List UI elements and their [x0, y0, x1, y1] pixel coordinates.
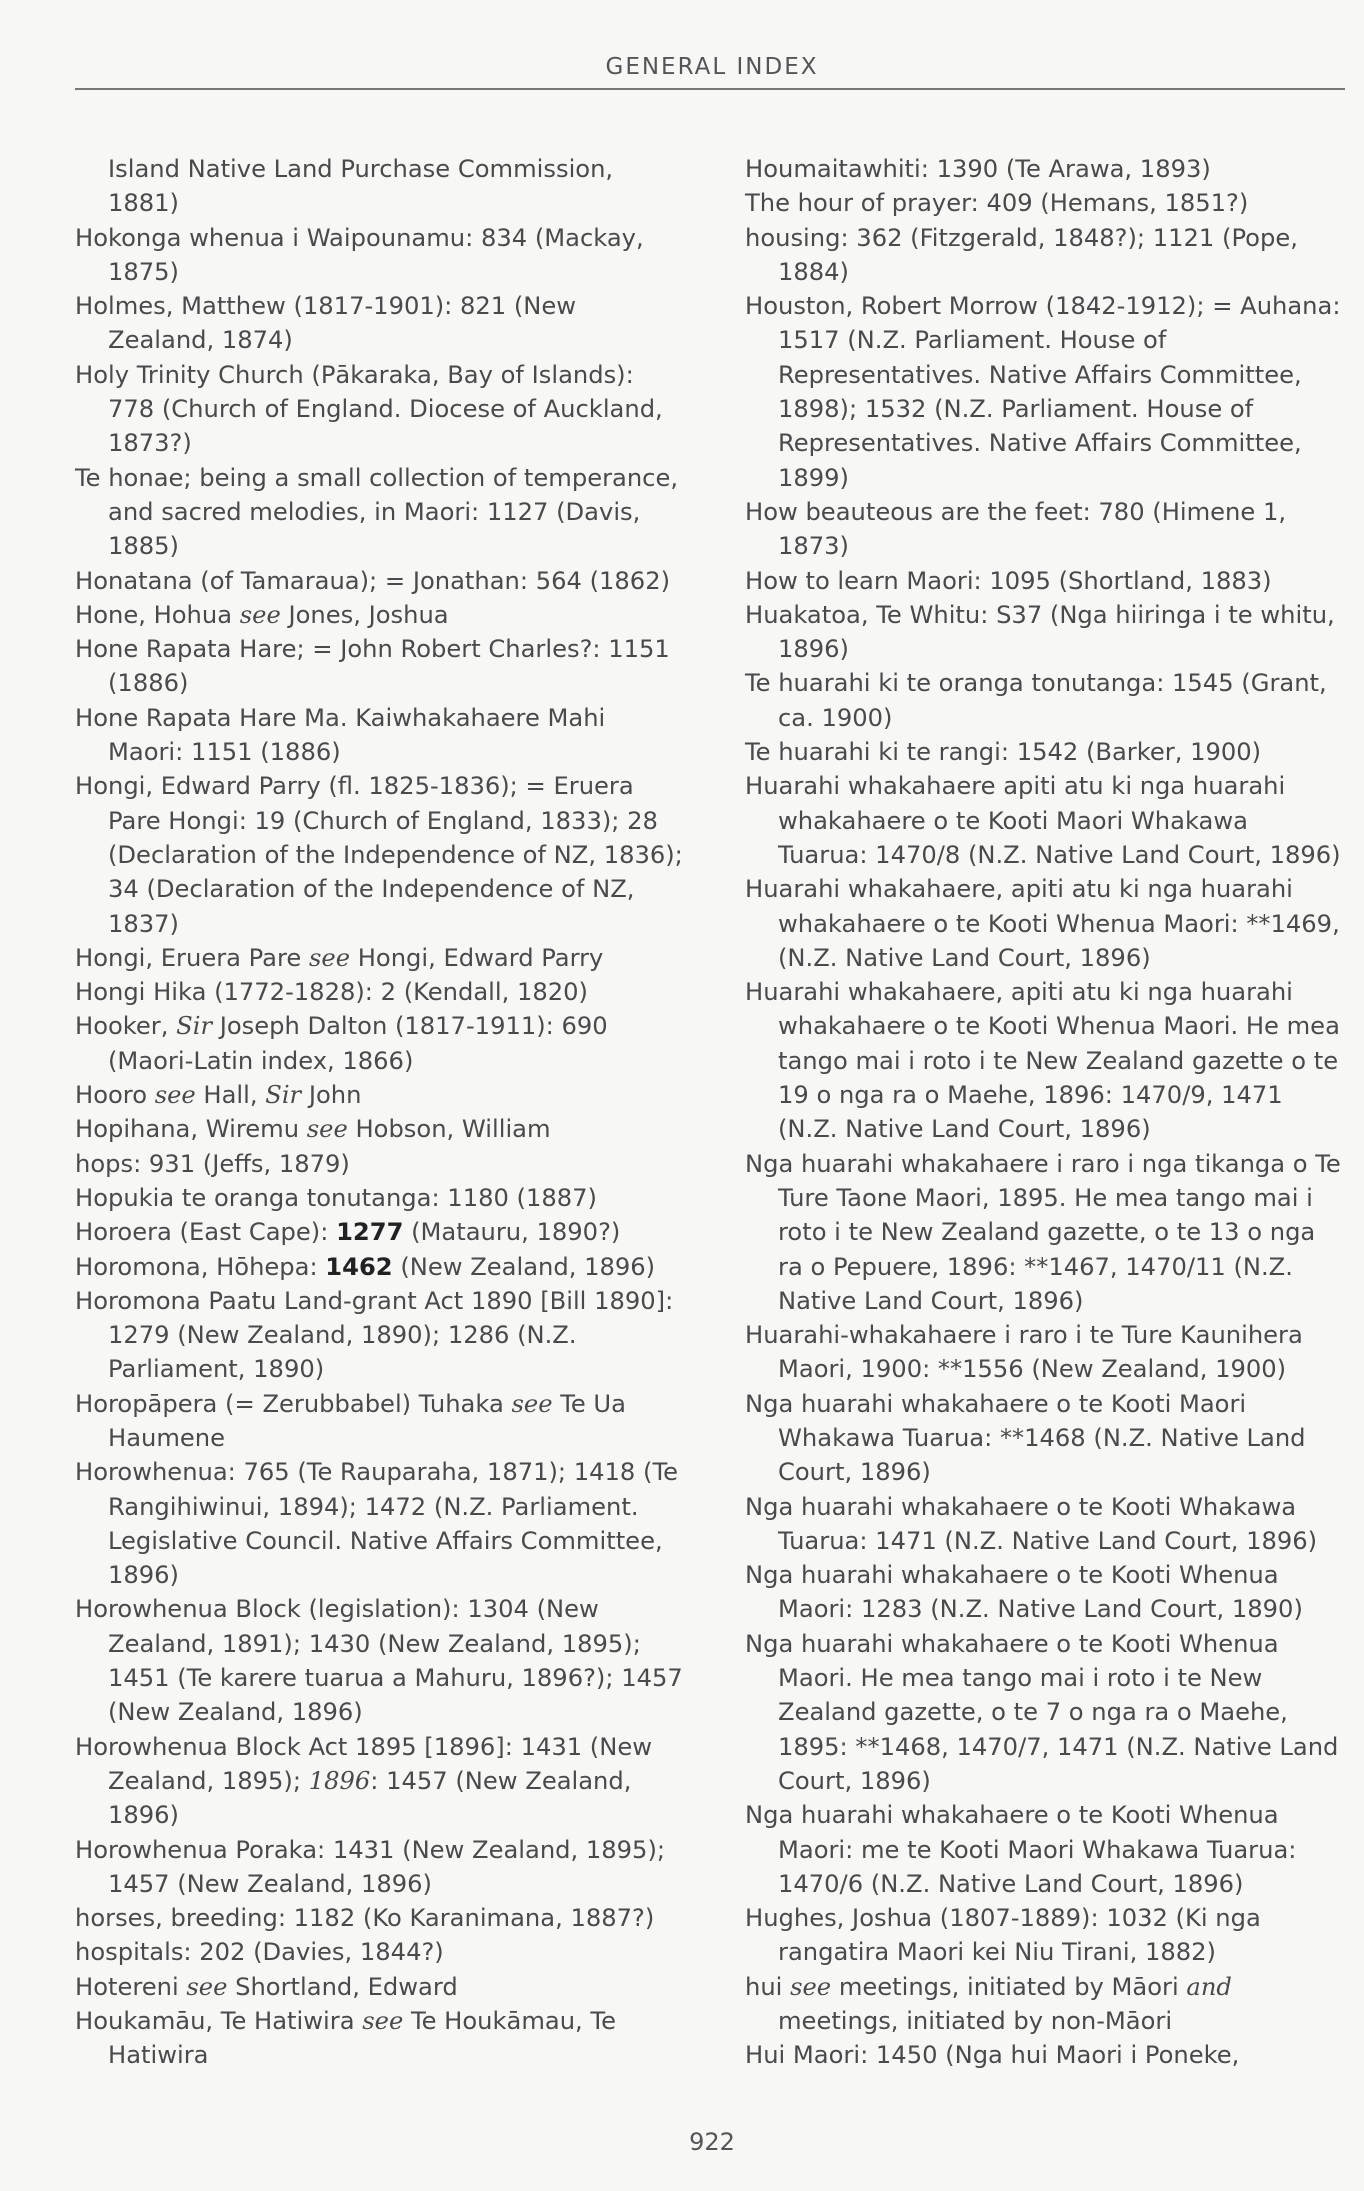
index-entry — [75, 1009, 685, 1078]
entry-text: Hooker, — [75, 1012, 177, 1041]
index-entry — [75, 701, 685, 770]
entry-text: Huarahi whakahaere, apiti atu ki nga huarahi whakahaere o te Kooti Whenua Maori: **1469, (N.Z. Native Land Court, 1896) — [745, 875, 1340, 972]
italic-term: Sir — [265, 1081, 302, 1110]
entry-text: housing: 362 (Fitzgerald, 1848?); 1121 (Pope, 1884) — [745, 223, 1298, 286]
entry-text: hospitals: 202 (Davies, 1844?) — [75, 1938, 444, 1967]
index-entry — [745, 872, 1345, 975]
index-entry — [745, 1798, 1345, 1901]
index-entry — [75, 598, 685, 632]
index-entry — [75, 1935, 685, 1969]
entry-text: Horomona Paatu Land-grant Act 1890 [Bill 1890]: 1279 (New Zealand, 1890); 1286 (N.Z. Parliament, 1890) — [75, 1286, 674, 1384]
entry-text: Houmaitawhiti: 1390 (Te Arawa, 1893) — [745, 155, 1211, 183]
entry-text: hops: 931 (Jeffs, 1879) — [75, 1149, 350, 1178]
entry-text: Hone Rapata Hare; = John Robert Charles?: 1151 (1886) — [75, 635, 670, 698]
index-entry — [745, 2038, 1345, 2072]
index-entry — [75, 358, 685, 461]
entry-text: Nga huarahi whakahaere i raro i nga tikanga o Te Ture Taone Maori, 1895. He mea tango mai i roto i te New Zealand gazette, o te 13 o nga ra o Pepuere, 1896: **1467, 1470/11 (N.Z. Native Land Court, 1896) — [745, 1149, 1341, 1315]
entry-text: Hotereni — [75, 1972, 187, 2001]
italic-term: 1896 — [308, 1766, 371, 1795]
entry-text: How beauteous are the feet: 780 (Himene 1, 1873) — [745, 497, 1287, 561]
entry-text: John — [301, 1081, 362, 1110]
index-entry — [75, 1730, 685, 1833]
entry-text: Horomona, Hōhepa: — [75, 1252, 326, 1281]
entry-text: Horowhenua: 765 (Te Rauparaha, 1871); 1418 (Te Rangihiwinui, 1894); 1472 (N.Z. Parliament. Legislative Council. Native Affairs Committee, 1896) — [75, 1458, 678, 1590]
entry-text: Horowhenua Poraka: 1431 (New Zealand, 1895); 1457 (New Zealand, 1896) — [75, 1835, 666, 1898]
entry-text: The hour of prayer: 409 (Hemans, 1851?) — [745, 189, 1249, 218]
index-column-left — [75, 152, 685, 2073]
entry-text: Hall, — [195, 1081, 266, 1110]
index-entry — [745, 1318, 1345, 1387]
entry-text: Nga huarahi whakahaere o te Kooti Maori Whakawa Tuarua: **1468 (N.Z. Native Land Court, 1896) — [745, 1389, 1306, 1487]
entry-text: Hughes, Joshua (1807-1889): 1032 (Ki nga rangatira Maori kei Niu Tirani, 1882) — [745, 1904, 1261, 1967]
index-entry — [75, 2004, 685, 2073]
running-head: GENERAL INDEX — [605, 54, 819, 80]
index-entry — [75, 1901, 685, 1935]
entry-text: Nga huarahi whakahaere o te Kooti Whenua Maori: me te Kooti Maori Whakawa Tuarua: 1470/6 (N.Z. Native Land Court, 1896) — [745, 1801, 1297, 1898]
entry-text: (Matauru, 1890?) — [403, 1218, 621, 1247]
italic-term: see — [362, 2007, 404, 2036]
index-entry — [745, 666, 1345, 735]
entry-text: Hongi, Edward Parry — [350, 943, 604, 972]
entry-text: Holy Trinity Church (Pākaraka, Bay of Islands): 778 (Church of England. Diocese of Auckland, 1873?) — [75, 360, 663, 458]
index-entry — [75, 975, 685, 1009]
entry-text: Huarahi-whakahaere i raro i te Ture Kaunihera Maori, 1900: **1556 (New Zealand, 1900) — [745, 1321, 1303, 1384]
entry-text: Hongi, Eruera Pare — [75, 943, 309, 972]
index-entry — [75, 1387, 685, 1456]
index-entry — [745, 1627, 1345, 1798]
index-entry — [75, 941, 685, 975]
entry-text: Te Houkāmau, Te Hatiwira — [108, 2007, 616, 2070]
index-entry — [745, 1490, 1345, 1559]
entry-text: Hone, Hohua — [75, 600, 240, 629]
index-entry — [745, 152, 1345, 186]
italic-term: and — [1186, 1972, 1232, 2001]
index-entry — [75, 1284, 685, 1387]
index-entry — [745, 975, 1345, 1146]
index-entry — [75, 564, 685, 598]
entry-text: Te huarahi ki te rangi: 1542 (Barker, 1900) — [745, 738, 1262, 767]
index-entry — [745, 221, 1345, 290]
entry-text: Hopihana, Wiremu — [75, 1115, 307, 1144]
index-entry — [75, 769, 685, 940]
bold-page-ref: 1462 — [325, 1252, 393, 1281]
entry-text: Holmes, Matthew (1817-1901): 821 (New Zealand, 1874) — [75, 292, 577, 355]
page-number: 922 — [689, 2128, 735, 2156]
index-entry — [745, 1901, 1345, 1970]
entry-text: How to learn Maori: 1095 (Shortland, 1883) — [745, 566, 1272, 595]
index-entry — [75, 1215, 685, 1249]
entry-text: Horowhenua Block Act 1895 [1896]: 1431 (New Zealand, 1895); — [75, 1732, 653, 1795]
italic-term: see — [186, 1972, 228, 2001]
index-entry — [745, 1558, 1345, 1627]
index-entry — [75, 1455, 685, 1592]
index-entry — [75, 1970, 685, 2004]
index-entry — [75, 1112, 685, 1146]
entry-text: Hopukia te oranga tonutanga: 1180 (1887) — [75, 1183, 597, 1212]
index-entry — [75, 1078, 685, 1112]
index-entry — [75, 1833, 685, 1902]
italic-term: see — [790, 1972, 832, 2001]
entry-text: Hui Maori: 1450 (Nga hui Maori i Poneke, — [745, 2041, 1240, 2070]
italic-term: see — [511, 1389, 553, 1418]
index-entry — [745, 1970, 1345, 2039]
entry-text: Hongi Hika (1772-1828): 2 (Kendall, 1820) — [75, 978, 588, 1007]
entry-text: Hooro — [75, 1081, 155, 1110]
entry-text: Huarahi whakahaere, apiti atu ki nga huarahi whakahaere o te Kooti Whenua Maori. He mea tango mai i roto i te New Zealand gazette o te 19 o nga ra o Maehe, 1896: 1470/9, 1471 (N.Z. Native Land Court, 1896) — [745, 978, 1340, 1144]
italic-term: see — [308, 943, 351, 972]
entry-text: Horopāpera (= Zerubbabel) Tuhaka — [75, 1389, 512, 1418]
entry-text: Te Ua Haumene — [108, 1389, 626, 1452]
entry-text: Shortland, Edward — [227, 1972, 458, 2001]
entry-text: Te honae; being a small collection of temperance, and sacred melodies, in Maori: 1127 (Davis, 1885) — [75, 463, 679, 561]
italic-term: Sir — [176, 1012, 213, 1041]
index-column-right — [745, 152, 1345, 2073]
entry-text: meetings, initiated by non-Māori — [778, 2007, 1173, 2036]
entry-text: Nga huarahi whakahaere o te Kooti Whakawa Tuarua: 1471 (N.Z. Native Land Court, 1896) — [745, 1492, 1318, 1555]
italic-term: see — [239, 600, 281, 629]
italic-term: see — [154, 1081, 196, 1110]
header-rule — [75, 88, 1345, 90]
entry-text: Horoera (East Cape): — [75, 1218, 337, 1247]
index-entry — [745, 1387, 1345, 1490]
entry-text: Hone Rapata Hare Ma. Kaiwhakahaere Mahi Maori: 1151 (1886) — [75, 703, 606, 767]
index-entry — [75, 1592, 685, 1729]
index-entry — [75, 1147, 685, 1181]
entry-text: : 1457 (New Zealand, 1896) — [108, 1766, 632, 1830]
entry-text: Houkamāu, Te Hatiwira — [75, 2007, 363, 2036]
entry-text: Hongi, Edward Parry (fl. 1825-1836); = Eruera Pare Hongi: 19 (Church of England, 1833); 28 (Declaration of the Independence of NZ, 1836); 34 (Declaration of the Independence of NZ, 1837) — [75, 772, 683, 938]
entry-text: Nga huarahi whakahaere o te Kooti Whenua Maori: 1283 (N.Z. Native Land Court, 1890) — [745, 1561, 1303, 1624]
entry-text: horses, breeding: 1182 (Ko Karanimana, 1887?) — [75, 1904, 655, 1933]
entry-text: Hokonga whenua i Waipounamu: 834 (Mackay, 1875) — [75, 223, 644, 286]
index-entry — [745, 564, 1345, 598]
index-entry — [75, 461, 685, 564]
index-entry — [745, 769, 1345, 872]
entry-text: Huakatoa, Te Whitu: S37 (Nga hiiringa i te whitu, 1896) — [745, 600, 1335, 664]
index-entry — [745, 186, 1345, 220]
index-entry — [745, 1147, 1345, 1318]
index-entry — [75, 289, 685, 358]
entry-text: Hobson, William — [347, 1115, 551, 1144]
entry-text: Huarahi whakahaere apiti atu ki nga huarahi whakahaere o te Kooti Maori Whakawa Tuarua: 1470/8 (N.Z. Native Land Court, 1896) — [745, 772, 1341, 869]
entry-text: Honatana (of Tamaraua); = Jonathan: 564 (1862) — [75, 566, 671, 595]
entry-text: Houston, Robert Morrow (1842-1912); = Auhana: 1517 (N.Z. Parliament. House of Representatives. Native Affairs Committee, 1898); 1532 (N.Z. Parliament. House of Representatives. Native Affairs Committee, 1899) — [745, 292, 1341, 492]
index-entry — [745, 289, 1345, 495]
index-entry — [75, 152, 685, 221]
entry-text: hui — [745, 1972, 791, 2001]
index-entry — [75, 632, 685, 701]
entry-text: meetings, initiated by Māori — [831, 1972, 1187, 2001]
index-entry — [745, 495, 1345, 564]
index-entry — [75, 1250, 685, 1284]
index-entry — [745, 735, 1345, 769]
entry-text: Horowhenua Block (legislation): 1304 (New Zealand, 1891); 1430 (New Zealand, 1895); 1451 (Te karere tuarua a Mahuru, 1896?); 1457 (New Zealand, 1896) — [75, 1595, 683, 1727]
index-entry — [75, 1181, 685, 1215]
entry-text: Te huarahi ki te oranga tonutanga: 1545 (Grant, ca. 1900) — [745, 669, 1327, 732]
index-entry — [75, 221, 685, 290]
entry-text: Island Native Land Purchase Commission, 1881) — [108, 155, 614, 218]
index-entry — [745, 598, 1345, 667]
entry-text: (New Zealand, 1896) — [392, 1252, 656, 1281]
bold-page-ref: 1277 — [336, 1218, 404, 1247]
entry-text: Joseph Dalton (1817-1911): 690 (Maori-Latin index, 1866) — [108, 1012, 608, 1075]
entry-text: Nga huarahi whakahaere o te Kooti Whenua Maori. He mea tango mai i roto i te New Zealand gazette, o te 7 o nga ra o Maehe, 1895: **1468, 1470/7, 1471 (N.Z. Native Land Court, 1896) — [745, 1629, 1339, 1795]
entry-text: Jones, Joshua — [280, 600, 449, 629]
italic-term: see — [306, 1115, 348, 1144]
